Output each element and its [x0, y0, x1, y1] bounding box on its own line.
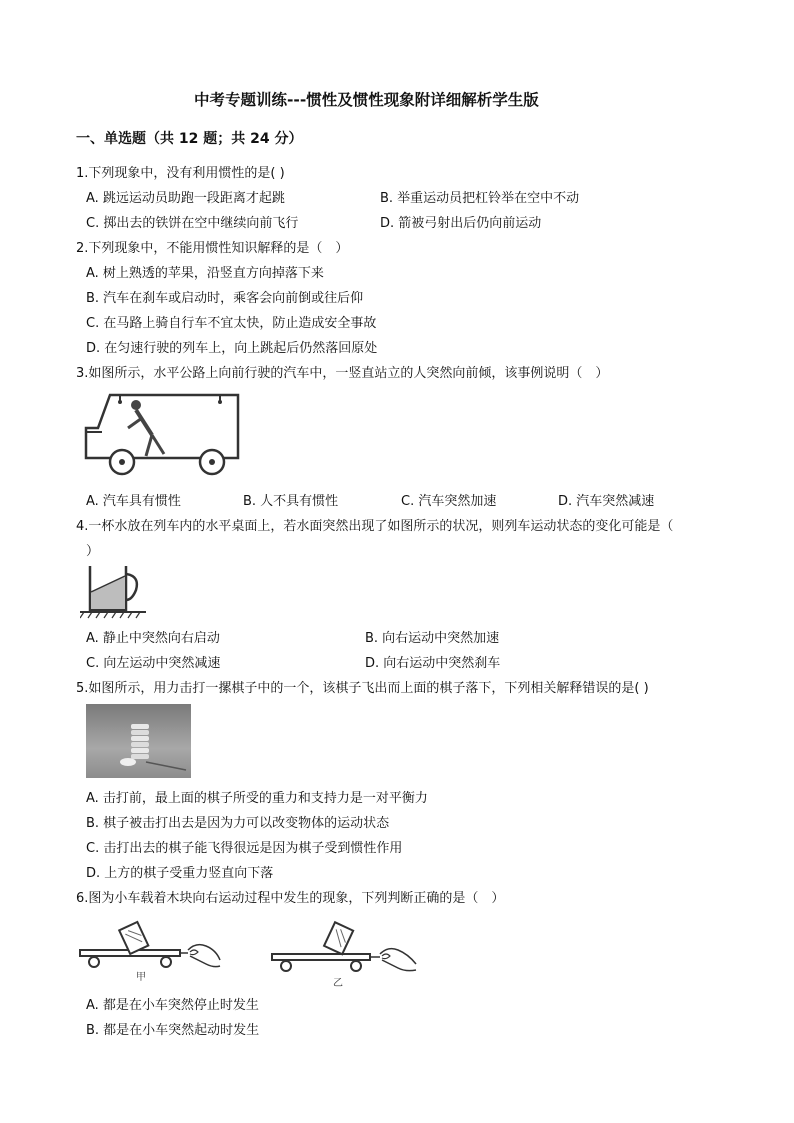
question-2-option-a[interactable]: A. 树上熟透的苹果，沿竖直方向掉落下来 — [86, 266, 324, 281]
question-6-stem: 6.图为小车载着木块向右运动过程中发生的现象，下列判断正确的是（ ） — [76, 891, 505, 906]
page-title: 中考专题训练---惯性及惯性现象附详细解析学生版 — [194, 91, 539, 109]
question-2-stem: 2.下列现象中，不能用惯性知识解释的是（ ） — [76, 241, 349, 256]
question-5-option-c[interactable]: C. 击打出去的棋子能飞得很远是因为棋子受到惯性作用 — [86, 841, 403, 856]
bus-figure — [80, 390, 245, 478]
question-5-option-a[interactable]: A. 击打前，最上面的棋子所受的重力和支持力是一对平衡力 — [86, 791, 428, 806]
section-heading: 一、单选题（共 12 题；共 24 分） — [76, 131, 303, 147]
cart-figure-yi — [270, 916, 420, 988]
figure-label-jia: 甲 — [136, 972, 146, 983]
question-3-option-d[interactable]: D. 汽车突然减速 — [558, 494, 655, 509]
question-5-option-b[interactable]: B. 棋子被击打出去是因为力可以改变物体的运动状态 — [86, 816, 390, 831]
cart-figure-jia — [78, 916, 223, 988]
question-4-option-b[interactable]: B. 向右运动中突然加速 — [365, 631, 500, 646]
question-5-stem: 5.如图所示，用力击打一摞棋子中的一个，该棋子飞出而上面的棋子落下，下列相关解释错误的是( ) — [76, 681, 649, 696]
question-2-option-b[interactable]: B. 汽车在刹车或启动时，乘客会向前倒或往后仰 — [86, 291, 364, 306]
question-1-option-d[interactable]: D. 箭被弓射出后仍向前运动 — [380, 216, 542, 231]
question-3-option-c[interactable]: C. 汽车突然加速 — [401, 494, 497, 509]
question-4-stem: 4.一杯水放在列车内的水平桌面上，若水面突然出现了如图所示的状况，则列车运动状态的变化可能是（ — [76, 519, 674, 534]
question-1-stem: 1.下列现象中，没有利用惯性的是( ) — [76, 166, 285, 181]
question-1-option-b[interactable]: B. 举重运动员把杠铃举在空中不动 — [380, 191, 580, 206]
question-1-option-c[interactable]: C. 掷出去的铁饼在空中继续向前飞行 — [86, 216, 299, 231]
question-2-option-d[interactable]: D. 在匀速行驶的列车上，向上跳起后仍然落回原处 — [86, 341, 378, 356]
question-4-stem-continued: ） — [86, 544, 100, 559]
question-4-option-d[interactable]: D. 向右运动中突然刹车 — [365, 656, 501, 671]
question-6-option-a[interactable]: A. 都是在小车突然停止时发生 — [86, 998, 259, 1013]
question-6-option-b[interactable]: B. 都是在小车突然起动时发生 — [86, 1023, 260, 1038]
water-cup-figure — [80, 562, 150, 620]
chess-pieces-photo — [86, 704, 191, 778]
question-3-option-b[interactable]: B. 人不具有惯性 — [243, 494, 339, 509]
question-4-option-c[interactable]: C. 向左运动中突然减速 — [86, 656, 221, 671]
question-2-option-c[interactable]: C. 在马路上骑自行车不宜太快，防止造成安全事故 — [86, 316, 377, 331]
question-3-stem: 3.如图所示，水平公路上向前行驶的汽车中，一竖直站立的人突然向前倾，该事例说明（ ） — [76, 366, 609, 381]
figure-label-yi: 乙 — [333, 978, 343, 989]
question-3-option-a[interactable]: A. 汽车具有惯性 — [86, 494, 181, 509]
question-1-option-a[interactable]: A. 跳远运动员助跑一段距离才起跳 — [86, 191, 285, 206]
question-4-option-a[interactable]: A. 静止中突然向右启动 — [86, 631, 220, 646]
question-5-option-d[interactable]: D. 上方的棋子受重力竖直向下落 — [86, 866, 274, 881]
